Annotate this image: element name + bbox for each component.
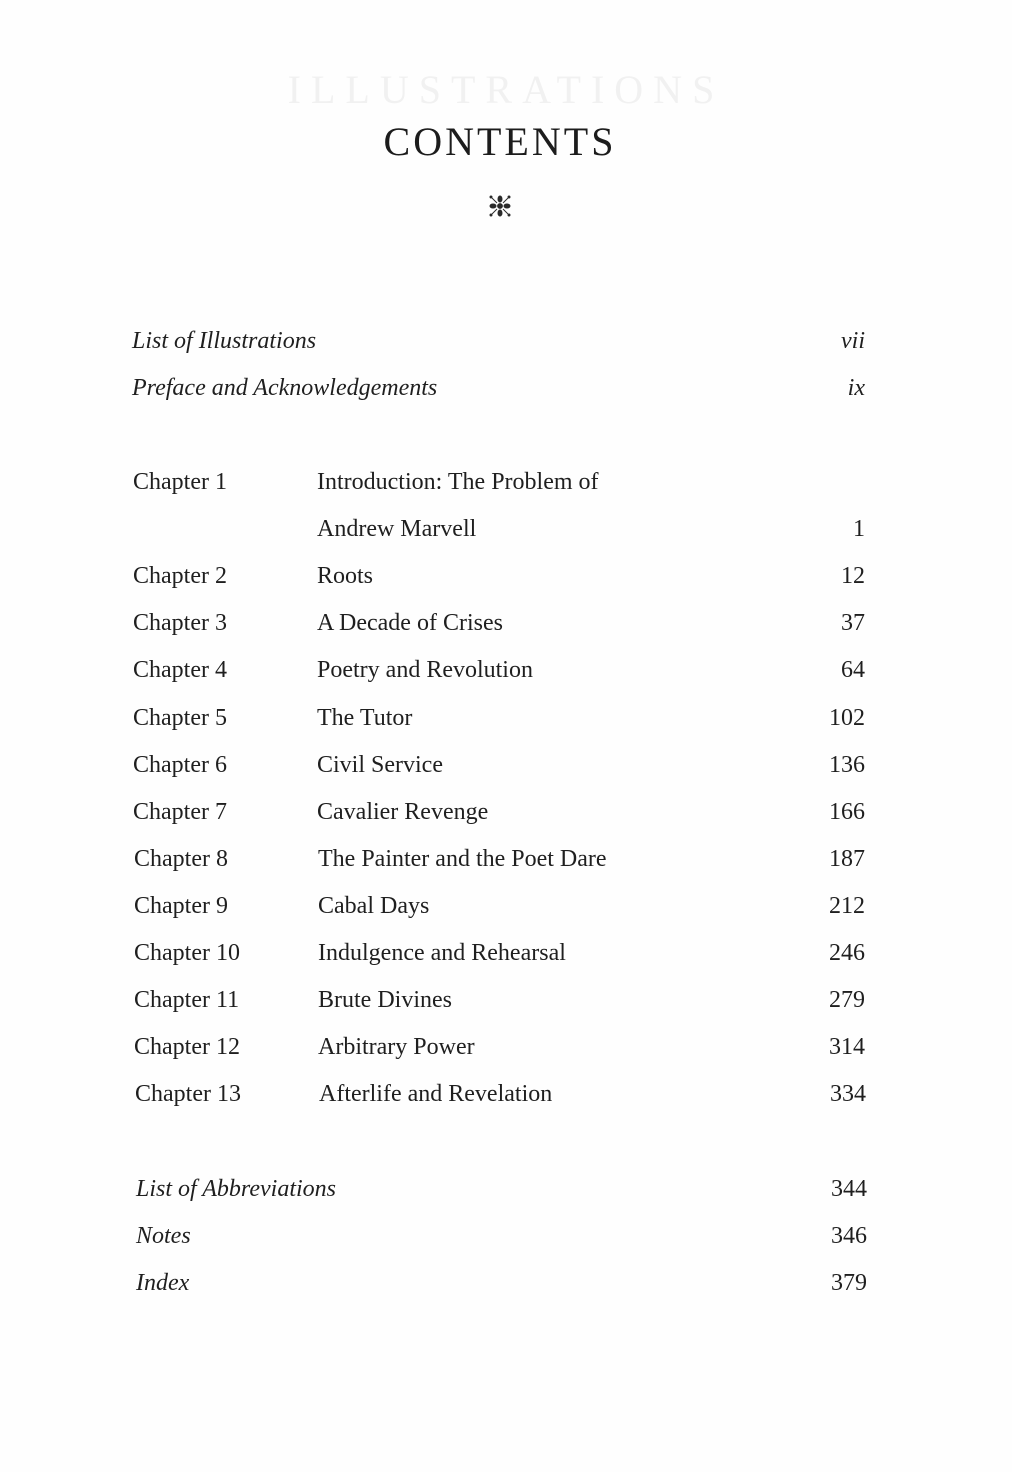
toc-chapter-title: The Tutor [317,705,413,731]
toc-back-title-index: Index [136,1270,190,1296]
toc-chapter-page: 37 [841,610,865,636]
toc-chapter-page: 12 [841,563,865,589]
toc-chapter-title: Afterlife and Revelation [319,1081,553,1107]
toc-back-title-notes: Notes [136,1223,191,1249]
toc-chapter-page: 102 [829,705,865,731]
toc-chapter-title: Cavalier Revenge [317,799,489,825]
toc-chapter-title: Indulgence and Rehearsal [318,940,566,966]
toc-chapter-label: Chapter 11 [134,987,240,1013]
toc-chapter-label: Chapter 5 [133,705,227,731]
toc-chapter-title: The Painter and the Poet Dare [318,846,607,872]
toc-chapter-page: 136 [829,752,865,778]
fleuron-icon [484,190,516,222]
page-title: CONTENTS [383,119,617,164]
toc-chapter-page: 334 [830,1081,866,1107]
toc-chapter-title: Civil Service [317,752,443,778]
toc-back-page-abbreviations: 344 [831,1176,867,1202]
toc-chapter-page: 279 [829,987,865,1013]
toc-back-page-index: 379 [831,1270,867,1296]
toc-chapter-page: 166 [829,799,865,825]
toc-chapter-title: Poetry and Revolution [317,657,533,683]
toc-front-title-preface: Preface and Acknowledgements [132,375,438,401]
toc-chapter-page: 1 [853,516,865,542]
toc-chapter-label: Chapter 1 [133,469,227,495]
toc-front-page-preface: ix [847,375,865,401]
toc-chapter-title: A Decade of Crises [317,610,503,636]
toc-chapter-label: Chapter 12 [134,1034,240,1060]
bleed-through-heading: ILLUSTRATIONS [287,67,725,112]
toc-front-title-illustrations: List of Illustrations [132,328,317,354]
toc-chapter-title: Arbitrary Power [318,1034,475,1060]
toc-chapter-label: Chapter 8 [134,846,228,872]
toc-chapter-page: 212 [829,893,865,919]
toc-chapter-page: 187 [829,846,865,872]
toc-back-page-notes: 346 [831,1223,867,1249]
toc-chapter-label: Chapter 7 [133,799,227,825]
toc-chapter-title: Roots [317,563,374,589]
toc-chapter-label: Chapter 6 [133,752,227,778]
toc-chapter-title: Cabal Days [318,893,430,919]
toc-chapter-label: Chapter 13 [135,1081,241,1107]
toc-chapter-label: Chapter 4 [133,657,227,683]
toc-chapter-page: 314 [829,1034,865,1060]
toc-chapter-label: Chapter 10 [134,940,240,966]
toc-chapter-title-continued: Andrew Marvell [317,516,477,542]
toc-front-page-illustrations: vii [841,328,865,354]
toc-chapter-label: Chapter 2 [133,563,227,589]
toc-chapter-title: Brute Divines [318,987,452,1013]
toc-chapter-page: 64 [841,657,865,683]
toc-chapter-title: Introduction: The Problem of [317,469,599,495]
toc-chapter-label: Chapter 3 [133,610,227,636]
toc-back-title-abbreviations: List of Abbreviations [136,1176,337,1202]
toc-chapter-page: 246 [829,940,865,966]
toc-chapter-label: Chapter 9 [134,893,228,919]
